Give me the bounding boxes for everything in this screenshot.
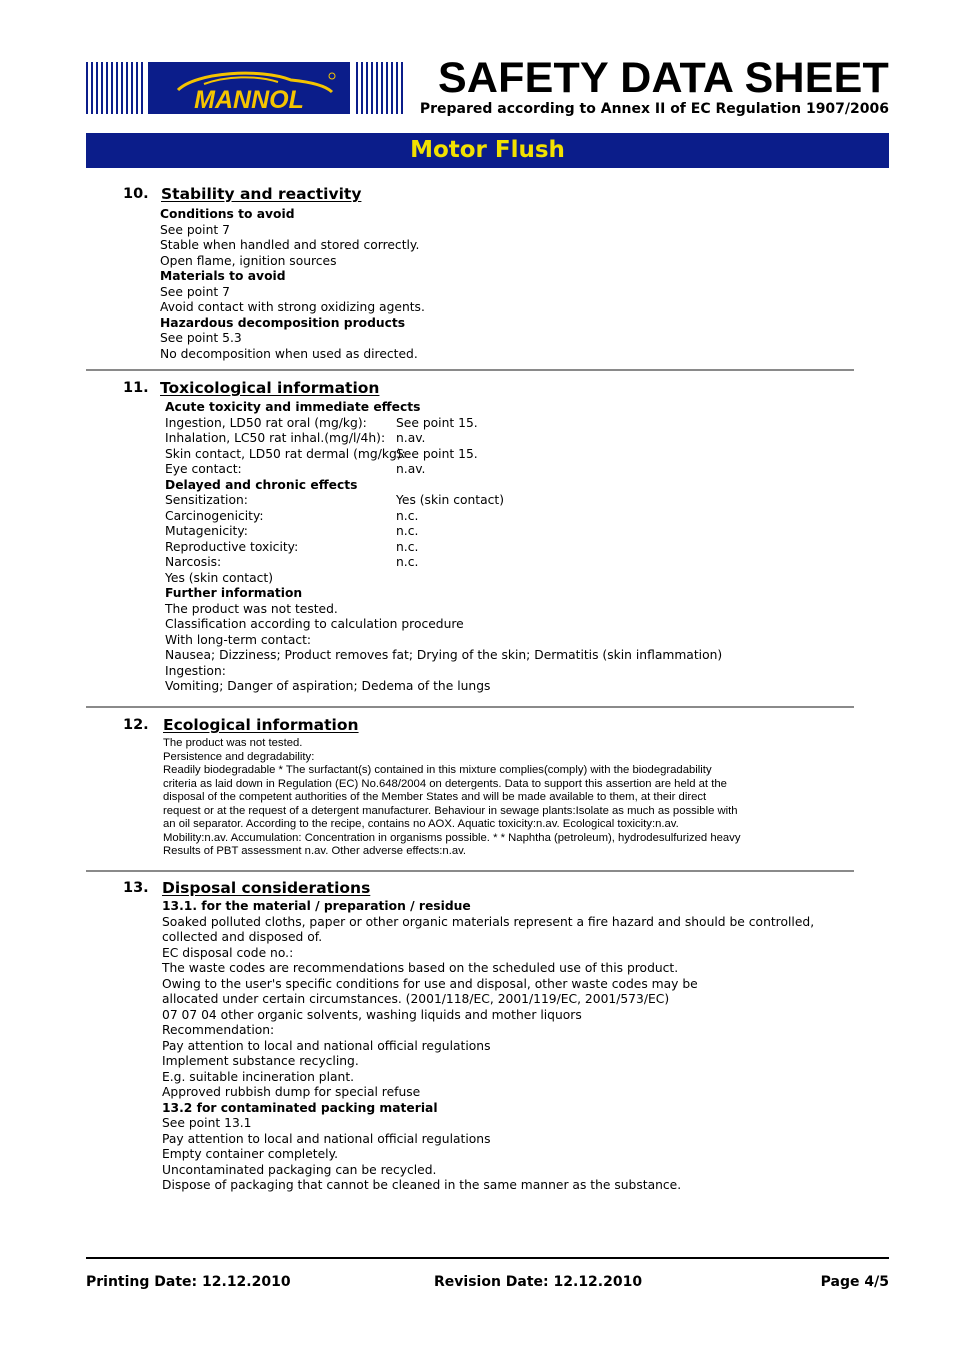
text-line: With long-term contact: <box>165 632 312 647</box>
text-line: Mobility:n.av. Accumulation: Concentration in organisms possible. * * Naphtha (petroleum), hydrodesulfurized heavy <box>163 831 741 844</box>
row-label: Inhalation, LC50 rat inhal.(mg/l/4h): <box>165 431 386 445</box>
section-13-title: Disposal considerations <box>162 879 371 897</box>
chronic-effect-row <box>165 493 722 509</box>
document-subtitle: Prepared according to Annex II of EC Regulation 1907/2006 <box>419 101 889 117</box>
row-value: n.av. <box>396 462 426 476</box>
mannol-logo <box>86 62 404 114</box>
section-12-number: 12. <box>123 717 149 733</box>
text-line: Persistence and degradability: <box>163 750 315 763</box>
section-13-number: 13. <box>123 880 149 896</box>
text-line: See point 5.3 <box>160 331 242 345</box>
text-line: Uncontaminated packaging can be recycled. <box>162 1162 437 1177</box>
row-label: Eye contact: <box>165 462 242 476</box>
text-line: request or at the request of a detergent manufacturer. Behaviour in sewage plants:Isolate as much as possible with <box>163 804 738 817</box>
chronic-note: Yes (skin contact) <box>165 570 274 585</box>
row-value: n.c. <box>396 539 419 554</box>
section-11-number: 11. <box>123 380 149 396</box>
row-label: Sensitization: <box>165 493 248 507</box>
text-line: Approved rubbish dump for special refuse <box>162 1085 421 1099</box>
text-line: Recommendation: <box>162 1023 275 1037</box>
row-label: Skin contact, LD50 rat dermal (mg/kg): <box>165 446 406 461</box>
text-line: No decomposition when used as directed. <box>160 346 418 361</box>
text-line: Results of PBT assessment n.av. Other adverse effects:n.av. <box>163 845 467 857</box>
text-line: Ingestion: <box>165 663 226 678</box>
further-info-heading: Further information <box>165 586 303 600</box>
text-line: The product was not tested. <box>165 601 338 616</box>
row-label: Narcosis: <box>165 555 222 569</box>
text-line: allocated under certain circumstances. (2001/118/EC, 2001/119/EC, 2001/573/EC) <box>162 992 670 1006</box>
acute-toxicity-heading: Acute toxicity and immediate effects <box>165 400 421 414</box>
text-line: Vomiting; Danger of aspiration; Dedema of the lungs <box>165 679 491 693</box>
chronic-effect-row <box>165 509 722 525</box>
section-11-title: Toxicological information <box>160 379 380 397</box>
text-line: an oil separator. According to the recipe, contains no AOX. Aquatic toxicity:n.av. Ecological toxicity:n.av. <box>163 818 679 830</box>
product-name: Motor Flush <box>410 137 565 163</box>
section-11-body <box>165 400 722 695</box>
acute-toxicity-row <box>165 431 722 447</box>
text-line: Avoid contact with strong oxidizing agents. <box>160 300 425 314</box>
row-value: n.c. <box>396 524 419 538</box>
text-line: Classification according to calculation procedure <box>165 617 464 631</box>
text-line: Implement substance recycling. <box>162 1054 359 1068</box>
row-label: Ingestion, LD50 rat oral (mg/kg): <box>165 415 367 430</box>
document-title: SAFETY DATA SHEET <box>438 54 889 102</box>
text-line: Readily biodegradable * The surfactant(s) contained in this mixture complies(comply) with the biodegradability <box>163 764 712 776</box>
section-10-number: 10. <box>123 186 149 202</box>
section-10-body <box>160 207 425 362</box>
subheading: 13.2 for contaminated packing material <box>162 1100 438 1115</box>
acute-toxicity-row <box>165 416 722 432</box>
text-line: The waste codes are recommendations based on the scheduled use of this product. <box>162 961 679 975</box>
chronic-effect-row <box>165 540 722 556</box>
text-line: E.g. suitable incineration plant. <box>162 1069 355 1084</box>
text-line: collected and disposed of. <box>162 930 323 944</box>
text-line: Open flame, ignition sources <box>160 253 337 268</box>
row-value: n.av. <box>396 431 426 445</box>
text-line: Empty container completely. <box>162 1147 339 1161</box>
text-line: See point 13.1 <box>162 1116 252 1130</box>
page-number: Page 4/5 <box>820 1274 889 1290</box>
svg-text:MANNOL: MANNOL <box>194 86 304 114</box>
chronic-effect-row <box>165 555 722 571</box>
text-line: The product was not tested. <box>163 737 303 749</box>
subheading: Hazardous decomposition products <box>160 315 406 330</box>
text-line: EC disposal code no.: <box>162 945 294 960</box>
section-10-title: Stability and reactivity <box>161 185 362 203</box>
text-line: disposal of the competent authorities of the Member States and will be made available to them, at their direct <box>163 791 707 803</box>
text-line: criteria as laid down in Regulation (EC) No.648/2004 on detergents. Data to support this assertion are held at the <box>163 777 727 790</box>
acute-toxicity-row <box>165 447 722 463</box>
acute-toxicity-row <box>165 462 722 478</box>
text-line: Dispose of packaging that cannot be cleaned in the same manner as the substance. <box>162 1178 682 1192</box>
product-banner <box>86 133 889 168</box>
row-label: Mutagenicity: <box>165 524 248 538</box>
text-line: 07 07 04 other organic solvents, washing liquids and mother liquors <box>162 1007 582 1022</box>
row-label: Carcinogenicity: <box>165 508 264 523</box>
section-divider <box>86 369 854 371</box>
section-13-body <box>162 899 814 1194</box>
text-line: Stable when handled and stored correctly. <box>160 238 420 252</box>
text-line: Pay attention to local and national official regulations <box>162 1038 491 1053</box>
section-divider <box>86 706 854 708</box>
text-line: Pay attention to local and national official regulations <box>162 1131 491 1146</box>
subheading: Conditions to avoid <box>160 207 295 221</box>
row-label: Reproductive toxicity: <box>165 539 299 554</box>
text-line: Owing to the user's specific conditions for use and disposal, other waste codes may be <box>162 976 698 991</box>
subheading: Materials to avoid <box>160 269 286 283</box>
chronic-effects-heading: Delayed and chronic effects <box>165 477 358 492</box>
text-line: See point 7 <box>160 222 230 237</box>
row-value: See point 15. <box>396 446 478 461</box>
revision-date: Revision Date: 12.12.2010 <box>434 1274 643 1290</box>
text-line: Soaked polluted cloths, paper or other organic materials represent a fire hazard and should be controlled, <box>162 914 815 929</box>
section-12-title: Ecological information <box>163 716 359 734</box>
section-12-body <box>163 737 740 859</box>
row-value: n.c. <box>396 555 419 569</box>
row-value: n.c. <box>396 508 419 523</box>
printing-date: Printing Date: 12.12.2010 <box>86 1274 291 1290</box>
chronic-effect-row <box>165 524 722 540</box>
footer-divider <box>86 1257 889 1259</box>
text-line: Nausea; Dizziness; Product removes fat; Drying of the skin; Dermatitis (skin inflammation) <box>165 648 723 662</box>
row-value: Yes (skin contact) <box>396 493 505 507</box>
row-value: See point 15. <box>396 415 478 430</box>
subheading: 13.1. for the material / preparation / residue <box>162 899 471 913</box>
text-line: See point 7 <box>160 284 230 299</box>
section-divider <box>86 870 854 872</box>
